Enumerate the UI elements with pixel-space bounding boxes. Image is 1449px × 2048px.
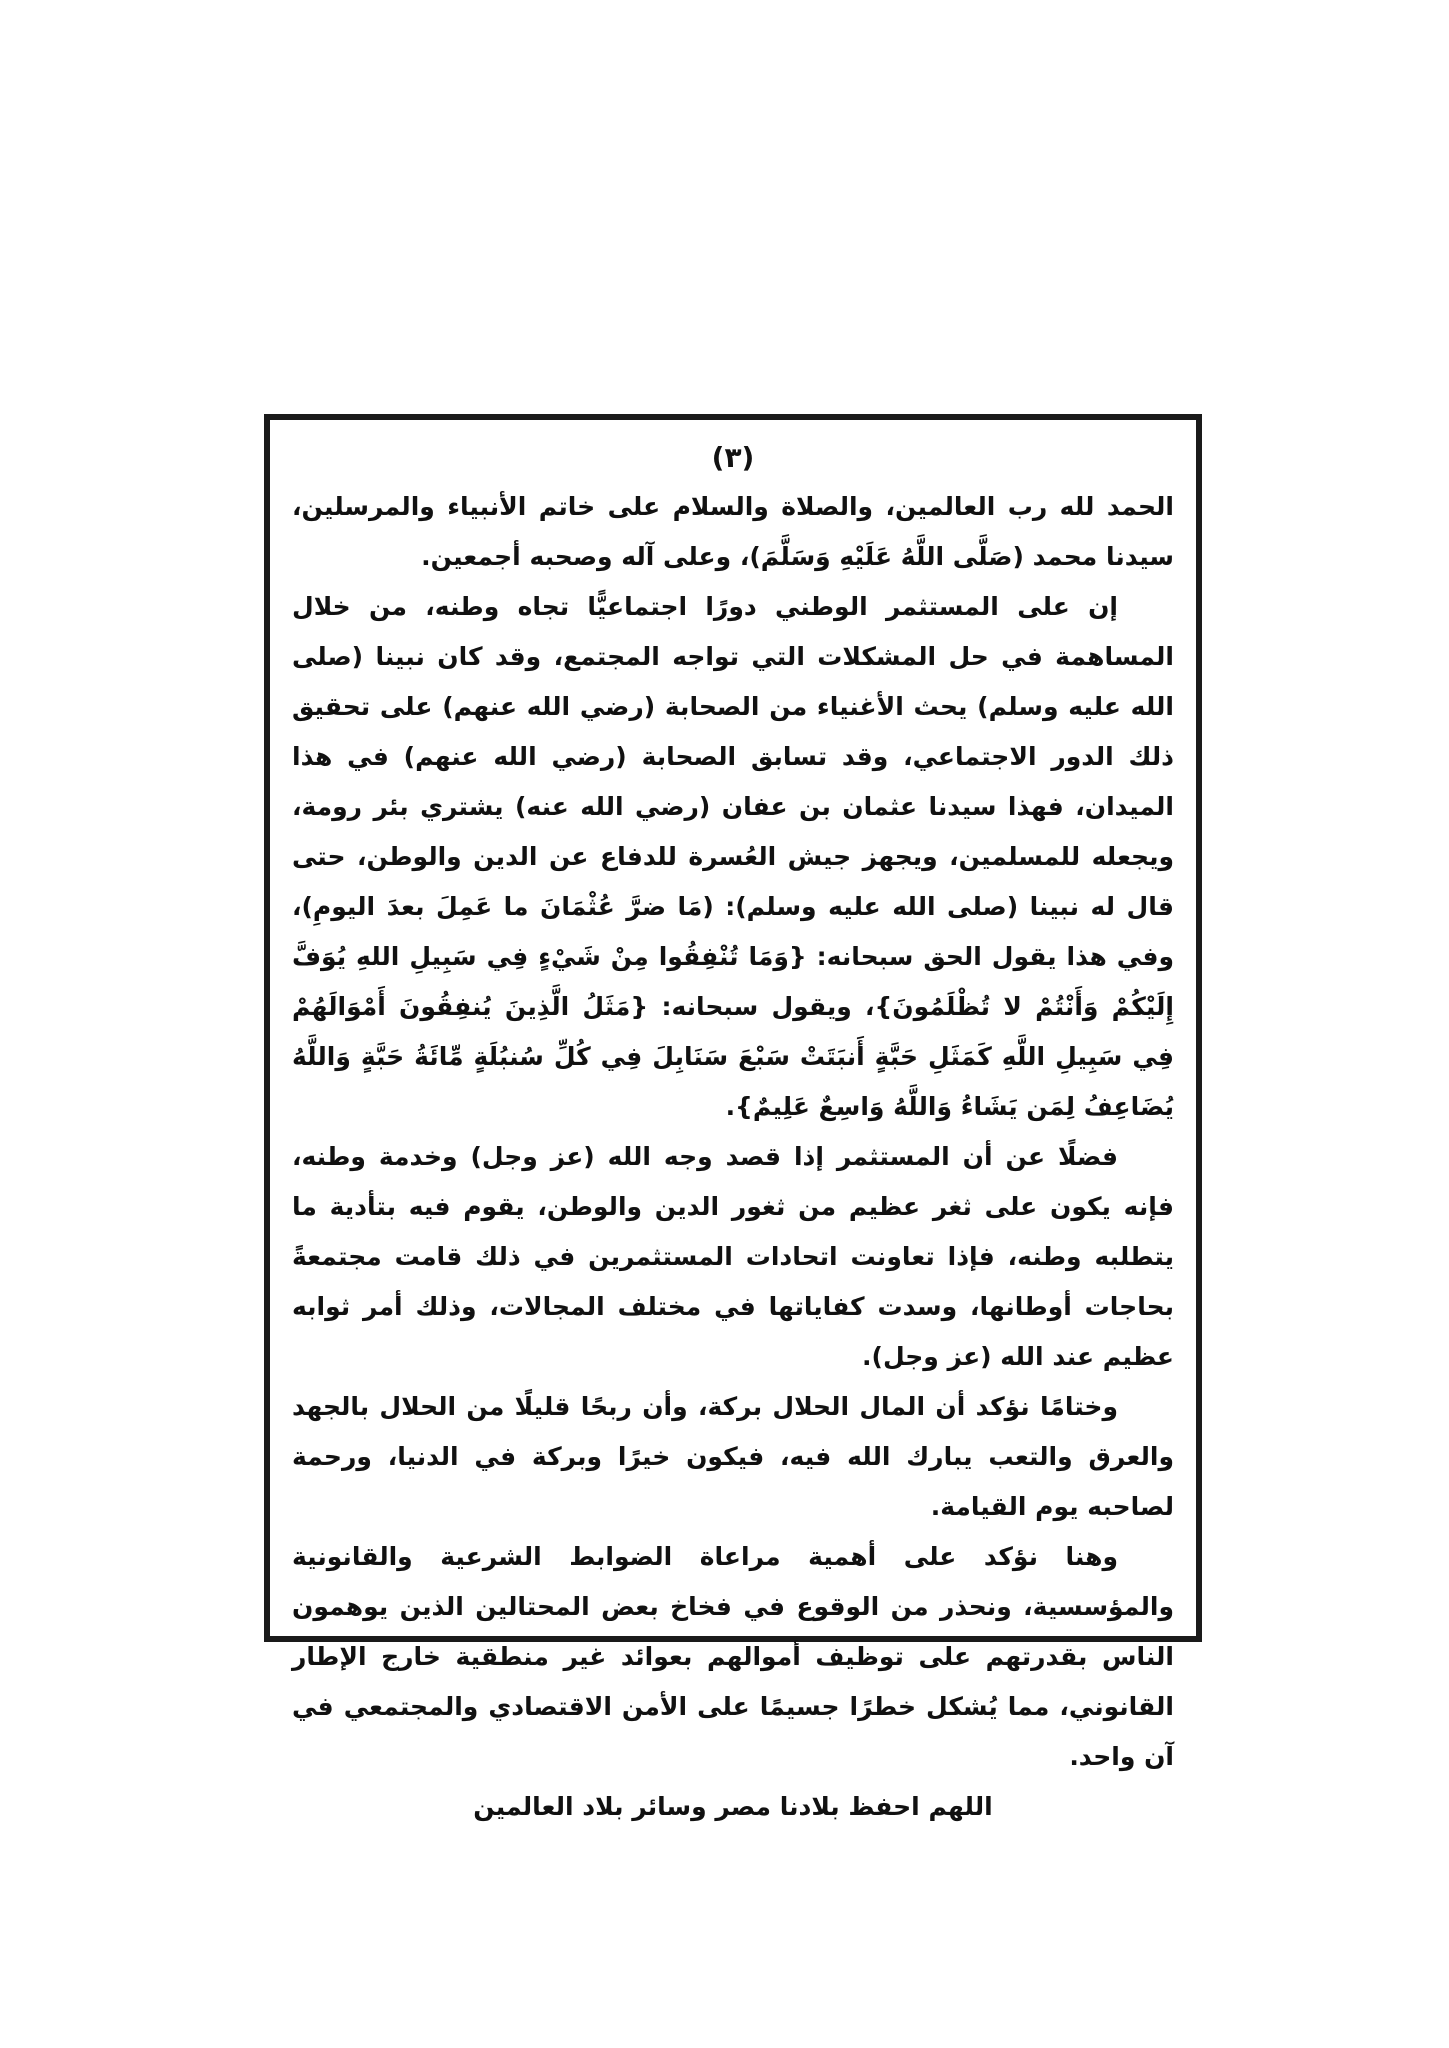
paragraph-social-role: إن على المستثمر الوطني دورًا اجتماعيًّا تجاه وطنه، من خلال المساهمة في حل المشكلات التي تواجه المجتمع، وقد كان نبينا (صلى الله عليه وسلم) يحث الأغنياء من الصحابة (رضي الله عنهم) على تحقيق ذلك الدور الاجتماعي، وقد تسابق الصحابة (رضي الله عنهم) في هذا الميدان، فهذا سيدنا عثمان بن عفان (رضي الله عنه) يشتري بئر رومة، ويجعله للمسلمين، ويجهز جيش العُسرة للدفاع عن الدين والوطن، حتى قال له نبينا (صلى الله عليه وسلم): (مَا ضرَّ عُثْمَانَ ما عَمِلَ بعدَ اليومِ)، وفي هذا يقول الحق سبحانه: {وَمَا تُنْفِقُوا مِنْ شَيْءٍ فِي سَبِيلِ اللهِ يُوَفَّ إِلَيْكُمْ وَأَنْتُمْ لا تُظْلَمُونَ}، ويقول سبحانه: {مَثَلُ الَّذِينَ يُنفِقُونَ أَمْوَالَهُمْ فِي سَبِيلِ اللَّهِ كَمَثَلِ حَبَّةٍ أَنبَتَتْ سَبْعَ سَنَابِلَ فِي كُلِّ سُنبُلَةٍ مِّائَةُ حَبَّةٍ وَاللَّهُ يُضَاعِفُ لِمَن يَشَاءُ وَاللَّهُ وَاسِعٌ عَلِيمٌ}. — [292, 592, 1174, 1121]
page-number: (٣) — [711, 441, 755, 474]
paragraph-warning: وهنا نؤكد على أهمية مراعاة الضوابط الشرعية والقانونية والمؤسسية، ونحذر من الوقوع في فخاخ بعض المحتالين الذين يوهمون الناس بقدرتهم على توظيف أموالهم بعوائد غير منطقية خارج الإطار القانوني، مما يُشكل خطرًا جسيمًا على الأمن الاقتصادي والمجتمعي في آن واحد. — [292, 1542, 1174, 1771]
paragraph-opening: الحمد لله رب العالمين، والصلاة والسلام على خاتم الأنبياء والمرسلين، سيدنا محمد (صَلَّى اللَّهُ عَلَيْهِ وَسَلَّمَ)، وعلى آله وصحبه أجمعين. — [292, 492, 1174, 571]
paragraph-investor-service: فضلًا عن أن المستثمر إذا قصد وجه الله (عز وجل) وخدمة وطنه، فإنه يكون على ثغر عظيم من ثغور الدين والوطن، يقوم فيه بتأدية ما يتطلبه وطنه، فإذا تعاونت اتحادات المستثمرين في ذلك قامت مجتمعةً بحاجات أوطانها، وسدت كفاياتها في مختلف المجالات، وذلك أمر ثوابه عظيم عند الله (عز وجل). — [292, 1142, 1174, 1371]
paragraph-halal-money: وختامًا نؤكد أن المال الحلال بركة، وأن ربحًا قليلًا من الحلال بالجهد والعرق والتعب يبارك الله فيه، فيكون خيرًا وبركة في الدنيا، ورحمة لصاحبه يوم القيامة. — [292, 1392, 1174, 1521]
body-text — [292, 482, 1174, 1832]
page-frame — [264, 414, 1202, 1821]
closing-prayer: اللهم احفظ بلادنا مصر وسائر بلاد العالمين — [473, 1792, 993, 1821]
